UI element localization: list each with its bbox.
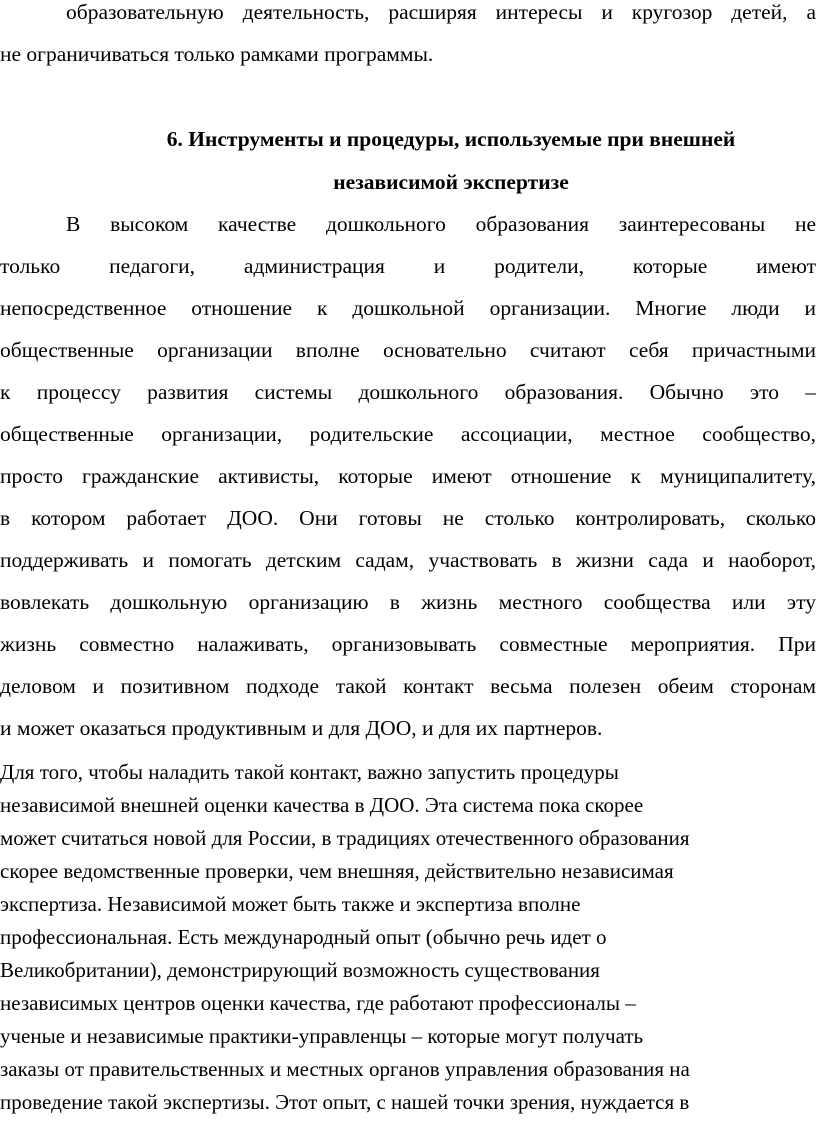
section-heading: 6. Инструменты и процедуры, используемые при внешней [166, 127, 736, 151]
body-text-line: вовлекать дошкольную организацию в жизнь местного сообщества или эту [0, 590, 816, 614]
body-text-line: В высоком качестве дошкольного образования заинтересованы не [66, 212, 816, 236]
body-text-line: общественные организации, родительские ассоциации, местное сообщество, [0, 422, 816, 446]
body-text-line: не ограничиваться только рамками программы. [0, 42, 434, 66]
body-text-line: независимой внешней оценки качества в ДОО. Эта система пока скорее [0, 793, 644, 817]
body-text-line: просто гражданские активисты, которые имеют отношение к муниципалитету, [0, 464, 816, 488]
body-text-line: Великобритании), демонстрирующий возможность существования [0, 958, 600, 982]
body-text-line: в котором работает ДОО. Они готовы не столько контролировать, сколько [0, 506, 816, 530]
body-text-line: ученые и независимые практики-управленцы – которые могут получать [0, 1024, 644, 1048]
body-text-line: непосредственное отношение к дошкольной организации. Многие люди и [0, 296, 816, 320]
section-heading: независимой экспертизе [333, 170, 569, 194]
body-text-line: профессиональная. Есть международный опыт (обычно речь идет о [0, 925, 607, 949]
body-text-line: только педагоги, администрация и родители, которые имеют [0, 254, 816, 278]
body-text-line: независимых центров оценки качества, где работают профессионалы – [0, 991, 636, 1015]
body-text-line: экспертиза. Независимой может быть также и экспертиза вполне [0, 892, 581, 916]
body-text-line: скорее ведомственные проверки, чем внешняя, действительно независимая [0, 859, 674, 883]
body-text-line: проведение такой экспертизы. Этот опыт, с нашей точки зрения, нуждается в [0, 1090, 690, 1114]
body-text-line: заказы от правительственных и местных органов управления образования на [0, 1057, 690, 1081]
body-text-line: может считаться новой для России, в традициях отечественного образования [0, 826, 690, 850]
body-text-line: общественные организации вполне основательно считают себя причастными [0, 338, 816, 362]
body-text-line: к процессу развития системы дошкольного образования. Обычно это – [0, 380, 816, 404]
body-text-line: и может оказаться продуктивным и для ДОО, и для их партнеров. [0, 716, 603, 740]
body-text-line: поддерживать и помогать детским садам, участвовать в жизни сада и наоборот, [0, 548, 816, 572]
body-text-line: образовательную деятельность, расширяя интересы и кругозор детей, а [66, 0, 816, 24]
body-text-line: деловом и позитивном подходе такой контакт весьма полезен обеим сторонам [0, 674, 816, 698]
body-text-line: жизнь совместно налаживать, организовывать совместные мероприятия. При [0, 632, 816, 656]
body-text-line: Для того, чтобы наладить такой контакт, важно запустить процедуры [0, 760, 619, 784]
